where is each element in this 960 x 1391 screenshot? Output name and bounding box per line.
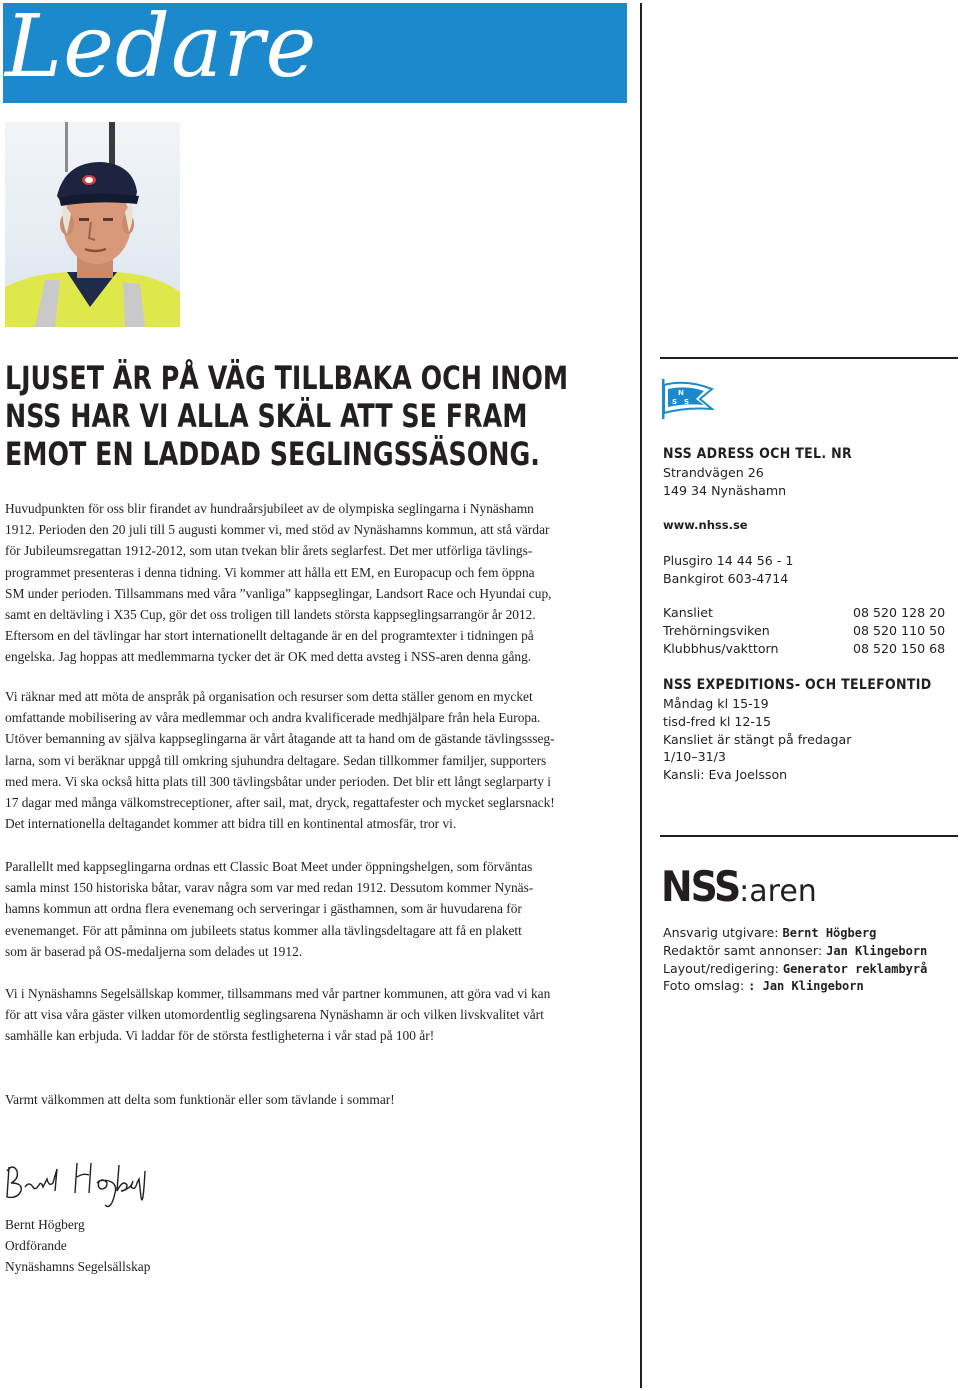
address-heading: NSS ADRESS OCH TEL. NR [663, 446, 852, 462]
paragraph-5 [5, 1089, 625, 1110]
signature-role: Ordförande [5, 1238, 67, 1253]
handwritten-signature [3, 1157, 153, 1213]
phone-number: 08 520 128 20 [853, 605, 946, 620]
text-line: Huvudpunkten för oss blir firandet av hundraårsjubileet av de olympiska seglingarna i Nynäshamn [5, 501, 534, 516]
credit-value: Generator reklambyrå [782, 962, 928, 976]
nss-aren-logo [661, 862, 817, 911]
section-title: Ledare [5, 0, 318, 97]
credit-line [663, 943, 927, 958]
credit-value: : Jan Klingeborn [748, 979, 864, 993]
credit-label: Layout/redigering: [663, 961, 783, 976]
text-line: evenemanget. För att påminna om jubileets status kommer alla tävlingsdeltagare att få en plakett [5, 922, 522, 938]
phone-label: Kansliet [663, 605, 713, 620]
section-banner [3, 0, 627, 103]
text-line: Parallellt med kappseglingarna ordnas ett Classic Boat Meet under öppningshelgen, som förväntas [5, 859, 533, 874]
text-line: som är baserad på OS-medaljerna som delades ut 1912. [5, 943, 303, 959]
credit-label: Ansvarig utgivare: [663, 925, 783, 940]
text-line: programmet presenteras i denna tidning. Vi kommer att hålla ett EM, en Europacup och fem öppna [5, 564, 535, 580]
phone-label: Trehörningsviken [663, 623, 770, 638]
text-line: 1912. Perioden den 20 juli till 5 augusti kommer vi, med stöd av Nynäshamns kommun, att stå värdar [5, 522, 550, 538]
phone-row [663, 605, 953, 623]
credit-label: Redaktör samt annonser: [663, 943, 827, 958]
author-photo [5, 122, 180, 327]
text-line: Vi i Nynäshamns Segelsällskap kommer, tillsammans med vår partner kommunen, att göra vad vi kan [5, 986, 551, 1001]
text-line: för att visa våra gäster vilken utomordentlig seglingsarena Nynäshamn är och vilken livskvalitet vårt [5, 1007, 544, 1023]
signature-organization: Nynäshamns Segelsällskap [5, 1259, 151, 1274]
text-line: SM under perioden. Tillsammans med våra ”vanliga” kappseglingar, Landsort Race och Hyundai cup, [5, 585, 552, 601]
headline-line: EMOT EN LADDAD SEGLINGSSÄSONG. [5, 435, 540, 473]
signature-name: Bernt Högberg [5, 1217, 85, 1232]
svg-text:S: S [672, 398, 678, 406]
text-line: Det internationella deltagandet kommer att bidra till en kontinental atmosfär, tror vi. [5, 816, 457, 832]
website-link[interactable]: www.nhss.se [663, 518, 748, 532]
svg-text:S: S [684, 398, 690, 406]
paragraph-3 [5, 856, 625, 962]
credit-line [663, 961, 927, 976]
column-divider [640, 3, 642, 1388]
text-line: för Jubileumsregattan 1912-2012, som utan tvekan blir årets seglarfest. Det mer utförliga tävlings- [5, 543, 533, 559]
svg-text:N: N [678, 389, 684, 397]
phone-label: Klubbhus/vakttorn [663, 641, 779, 656]
hours-line: tisd-fred kl 12-15 [663, 714, 772, 729]
headline-line: NSS HAR VI ALLA SKÄL ATT SE FRAM [5, 397, 528, 435]
headline-line: LJUSET ÄR PÅ VÄG TILLBAKA OCH INOM [5, 359, 569, 397]
logo-nss: NSS [661, 862, 740, 911]
text-line: hamns kommun att ordna flera evenemang och serveringar i gästhamnen, som är huvudarena för [5, 901, 522, 917]
credit-line [663, 978, 864, 993]
sidebar-rule-top [660, 357, 958, 359]
credit-label: Foto omslag: [663, 978, 749, 993]
text-line: larna, som vi beräknar uppgå till omkring sjuhundra deltagare. Sedan tillkommer familjer, supporters [5, 752, 547, 768]
text-line: med mera. Vi ska också hitta plats till 300 tävlingsbåtar under perioden. Det blir ett långt seglarparty i [5, 773, 551, 789]
text-line: Vi räknar med att möta de anspråk på organisation och resurser som detta ställer genom en mycket [5, 689, 533, 704]
text-line: samt en deltävling i X35 Cup, gör det oss troligen till landets största kappseglingsarrangör år 2012. [5, 607, 536, 623]
portrait-illustration [5, 122, 180, 327]
paragraph-2 [5, 686, 625, 834]
hours-line: 1/10–31/3 [663, 749, 726, 764]
paragraph-1 [5, 498, 625, 668]
phone-number: 08 520 110 50 [853, 623, 946, 638]
bankgiro: Bankgirot 603-4714 [663, 571, 789, 586]
nss-pennant-flag-icon [660, 377, 716, 421]
logo-aren: :aren [739, 874, 817, 909]
plusgiro: Plusgiro 14 44 56 - 1 [663, 553, 794, 568]
text-line: omfattande mobilisering av våra medlemmar och andra kvalificerade medhjälpare från hela Europa. [5, 710, 541, 726]
paragraph-4 [5, 983, 625, 1047]
text-line: Varmt välkommen att delta som funktionär eller som tävlande i sommar! [5, 1092, 395, 1107]
hours-line: Måndag kl 15-19 [663, 696, 769, 711]
credit-value: Jan Klingeborn [826, 944, 928, 958]
hours-heading: NSS EXPEDITIONS- OCH TELEFONTID [663, 677, 932, 693]
text-line: Utöver bemanning av själva kappseglingarna är vårt åtagande att ta hand om de gästande tävlingssseg- [5, 731, 555, 747]
hours-line: Kansli: Eva Joelsson [663, 767, 788, 782]
text-line: samhälle kan erbjuda. Vi laddar för de största festligheterna i vår stad på 100 år! [5, 1028, 435, 1044]
phone-number: 08 520 150 68 [853, 641, 946, 656]
text-line: Eftersom en del tävlingar har stort internationellt deltagande är en del programtexter i tidningen på [5, 628, 534, 644]
text-line: engelska. Jag hoppas att medlemmarna tycker det är OK med detta avsteg i NSS-aren denna gång. [5, 649, 532, 665]
text-line: samla minst 150 historiska båtar, varav några som var med redan 1912. Dessutom kommer Nynäs- [5, 880, 534, 896]
hours-line: Kansliet är stängt på fredagar [663, 732, 852, 747]
credit-line [663, 925, 876, 940]
credit-value: Bernt Högberg [782, 926, 877, 940]
headline [5, 359, 569, 473]
phone-row [663, 641, 953, 659]
address-street: Strandvägen 26 [663, 465, 764, 480]
phone-row [663, 623, 953, 641]
address-postal: 149 34 Nynäshamn [663, 483, 787, 498]
text-line: 17 dagar med många välkomstreceptioner, after sail, mat, dryck, regattafester och mycket seglarsnack! [5, 795, 555, 811]
sidebar-rule-bottom [660, 835, 958, 837]
